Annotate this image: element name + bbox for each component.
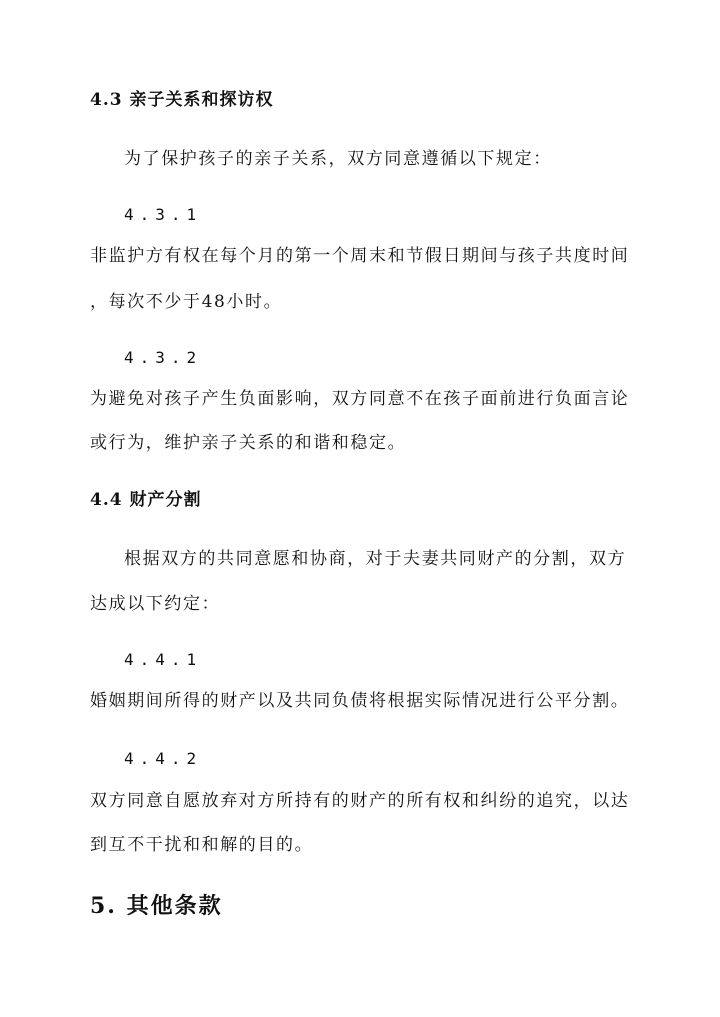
clause-number-4-4-2: 4.4.2 — [124, 749, 203, 768]
clause-4-3-2-line-2: 或行为，维护亲子关系的和谐和稳定。 — [90, 433, 407, 453]
section-4-3-intro: 为了保护孩子的亲子关系，双方同意遵循以下规定： — [124, 149, 552, 169]
clause-number-4-3-1: 4.3.1 — [124, 205, 203, 224]
clause-4-3-1-line-1: 非监护方有权在每个月的第一个周末和节假日期间与孩子共度时间 — [90, 246, 630, 266]
section-heading-4-3: 4.3 亲子关系和探访权 — [90, 90, 274, 110]
clause-4-3-2-line-1: 为避免对孩子产生负面影响，双方同意不在孩子面前进行负面言论 — [90, 389, 630, 409]
clause-4-4-1-line-1: 婚姻期间所得的财产以及共同负债将根据实际情况进行公平分割。 — [90, 691, 630, 711]
section-heading-4-4: 4.4 财产分割 — [90, 490, 202, 510]
clause-4-4-2-line-2: 到互不干扰和和解的目的。 — [90, 835, 314, 855]
section-4-4-intro-line-2: 达成以下约定： — [90, 594, 221, 614]
clause-4-3-1-line-2: ，每次不少于48小时。 — [90, 292, 283, 312]
section-heading-5: 5. 其他条款 — [90, 893, 223, 919]
section-4-4-intro-line-1: 根据双方的共同意愿和协商，对于夫妻共同财产的分割，双方 — [124, 549, 627, 569]
clause-4-4-2-line-1: 双方同意自愿放弃对方所持有的财产的所有权和纠纷的追究，以达 — [90, 791, 630, 811]
clause-number-4-4-1: 4.4.1 — [124, 650, 203, 669]
clause-number-4-3-2: 4.3.2 — [124, 348, 203, 367]
